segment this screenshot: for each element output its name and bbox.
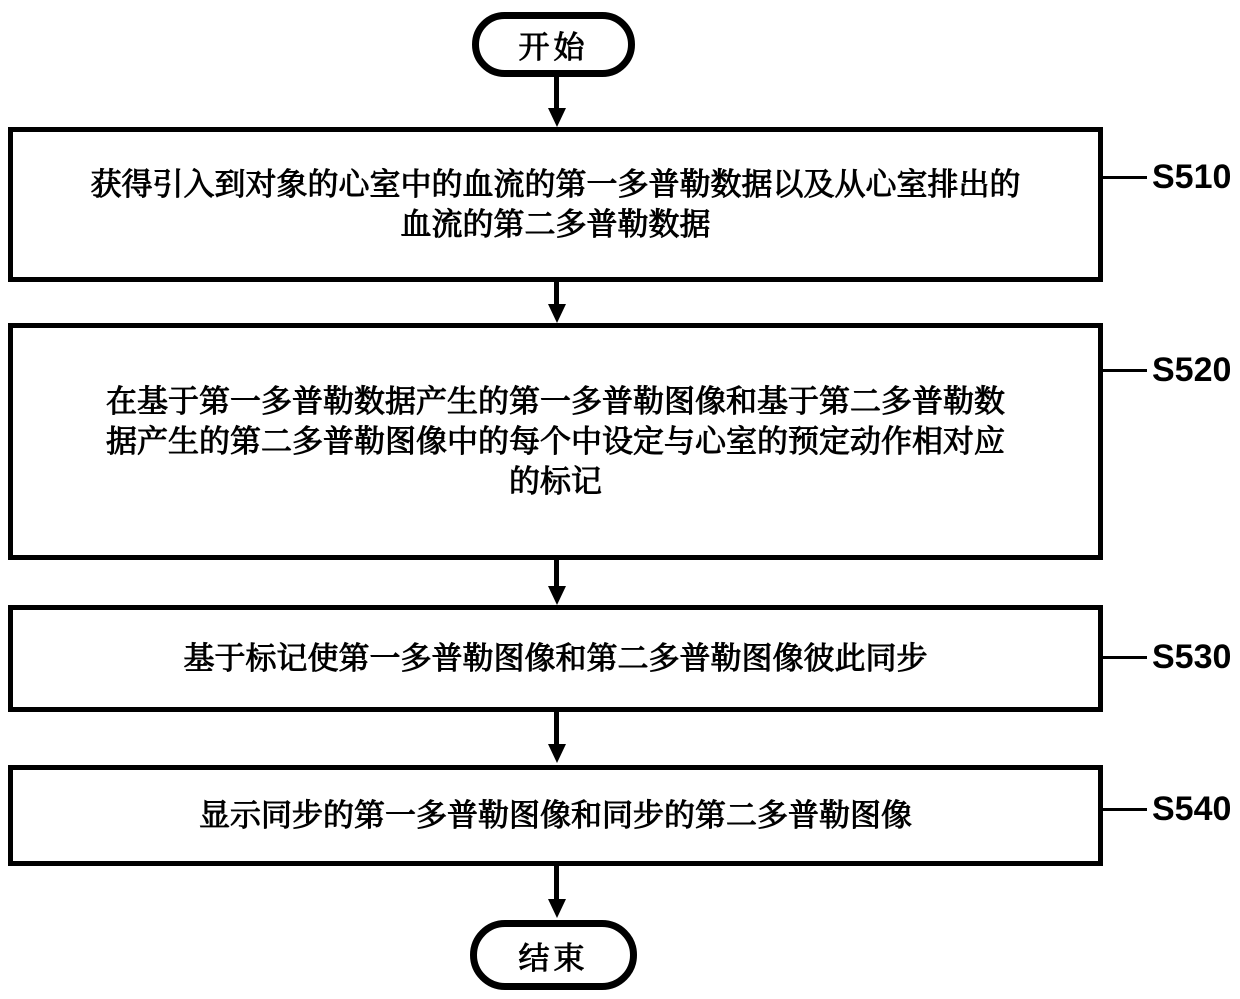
step-s520-text-line2: 据产生的第二多普勒图像中的每个中设定与心室的预定动作相对应 — [106, 423, 1005, 460]
connector-s540 — [1103, 808, 1147, 811]
step-label-s540: S540 — [1152, 790, 1232, 828]
step-s520-text-line1: 在基于第一多普勒数据产生的第一多普勒图像和基于第二多普勒数 — [106, 383, 1005, 420]
connector-s530 — [1103, 656, 1147, 659]
arrow-s530-to-s540-line — [554, 711, 559, 746]
arrow-s540-to-end-line — [554, 864, 559, 902]
end-terminal — [470, 920, 637, 990]
step-label-s530: S530 — [1152, 638, 1232, 676]
step-box-s520 — [8, 323, 1103, 560]
connector-s510 — [1103, 176, 1147, 179]
arrow-s540-to-end-head — [548, 899, 566, 918]
step-label-s510: S510 — [1152, 158, 1232, 196]
arrow-start-to-s510-line — [554, 75, 559, 111]
step-box-s540 — [8, 765, 1103, 866]
connector-s520 — [1103, 369, 1147, 372]
step-box-s510 — [8, 127, 1103, 282]
arrow-s520-to-s530-line — [554, 559, 559, 588]
step-label-s520: S520 — [1152, 351, 1232, 389]
arrow-s520-to-s530-head — [548, 586, 566, 605]
start-terminal — [472, 12, 635, 77]
end-terminal-label: 结束 — [518, 940, 589, 977]
step-box-s530 — [8, 605, 1103, 712]
arrow-s530-to-s540-head — [548, 744, 566, 763]
step-s510-text-line1: 获得引入到对象的心室中的血流的第一多普勒数据以及从心室排出的 — [90, 166, 1021, 203]
step-s520-text-line3: 的标记 — [509, 463, 602, 500]
step-s510-text-line2: 血流的第二多普勒数据 — [400, 206, 711, 243]
start-terminal-label: 开始 — [518, 30, 589, 66]
step-s530-text-line1: 基于标记使第一多普勒图像和第二多普勒图像彼此同步 — [183, 640, 928, 677]
arrow-start-to-s510-head — [548, 108, 566, 127]
arrow-s510-to-s520-head — [548, 304, 566, 323]
step-s540-text-line1: 显示同步的第一多普勒图像和同步的第二多普勒图像 — [199, 797, 912, 834]
